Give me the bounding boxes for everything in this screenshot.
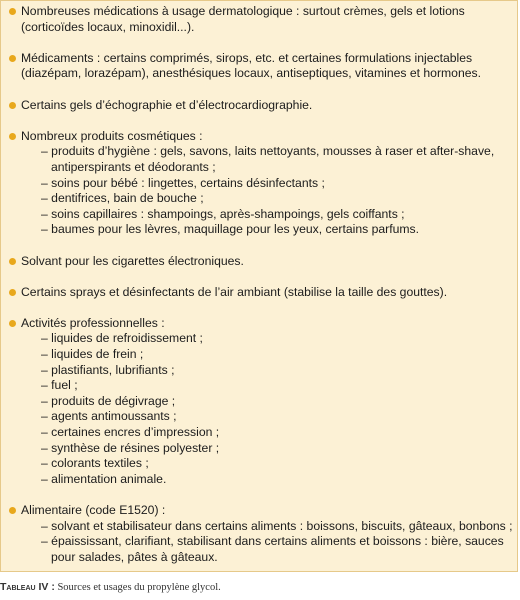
bullet-icon [9,55,16,62]
bullet-icon [9,133,16,140]
list-item [7,503,515,565]
list-item [7,254,515,270]
bullet-icon [9,320,16,327]
list-item [7,4,515,35]
bullet-icon [9,8,16,15]
sub-item: – soins capillaires : shampoings, après-shampoings, gels coiffants ; [41,206,405,221]
caption-text: Sources et usages du propylène glycol. [54,582,221,593]
item-text: Nombreuses médications à usage dermatologique : surtout crèmes, gels et lotions (corticoïdes locaux, minoxidil...). [21,4,465,34]
sub-item: – produits d’hygiène : gels, savons, laits nettoyants, mousses à raser et after-shave, antiperspirants et déodorants ; [41,144,495,174]
item-text: Solvant pour les cigarettes électroniques. [21,253,244,268]
bullet-icon [9,289,16,296]
caption-label: Tableau IV : [0,581,55,593]
item-text: Certains gels d’échographie et d’électrocardiographie. [21,97,313,112]
bullet-icon [9,102,16,109]
sub-item: – produits de dégivrage ; [41,393,176,408]
sub-item: – synthèse de résines polyester ; [41,440,220,455]
sub-item: – liquides de frein ; [41,347,144,362]
bullet-icon [9,258,16,265]
bullet-icon [9,507,16,514]
item-text: Activités professionnelles : [21,315,165,330]
sub-item: – alimentation animale. [41,471,167,486]
sub-item: – solvant et stabilisateur dans certains aliments : boissons, biscuits, gâteaux, bonbons ; [41,518,513,533]
sub-list [21,331,515,487]
sub-item: – certaines encres d’impression ; [41,425,220,440]
sub-item: – agents antimoussants ; [41,409,177,424]
sub-item: – colorants textiles ; [41,456,149,471]
sub-item: – plastifiants, lubrifiants ; [41,362,175,377]
sub-item: – soins pour bébé : lingettes, certains désinfectants ; [41,175,325,190]
sub-list [21,144,515,238]
item-text: Nombreux produits cosmétiques : [21,128,203,143]
item-text: Certains sprays et désinfectants de l’air ambiant (stabilise la taille des gouttes). [21,284,448,299]
list-item [7,98,515,114]
item-text: Médicaments : certains comprimés, sirops, etc. et certaines formulations injectables (diazépam, lorazépam), anesthésiques locaux, antiseptiques, vitamines et hormones. [21,50,481,81]
sub-item: – épaississant, clarifiant, stabilisant dans certains aliments et boissons : bière, sauces pour salades, pâtes à gâteaux. [41,534,504,564]
sub-item: – liquides de refroidissement ; [41,331,203,346]
sub-list [21,519,515,566]
list-item [7,129,515,238]
content-list [7,4,515,581]
sub-item: – dentifrices, bain de bouche ; [41,191,204,206]
list-item [7,316,515,488]
table-caption [0,580,221,595]
sub-item: – baumes pour les lèvres, maquillage pour les yeux, certains parfums. [41,222,419,237]
list-item [7,51,515,82]
list-item [7,285,515,301]
item-text: Alimentaire (code E1520) : [21,503,166,517]
sub-item: – fuel ; [41,378,78,393]
